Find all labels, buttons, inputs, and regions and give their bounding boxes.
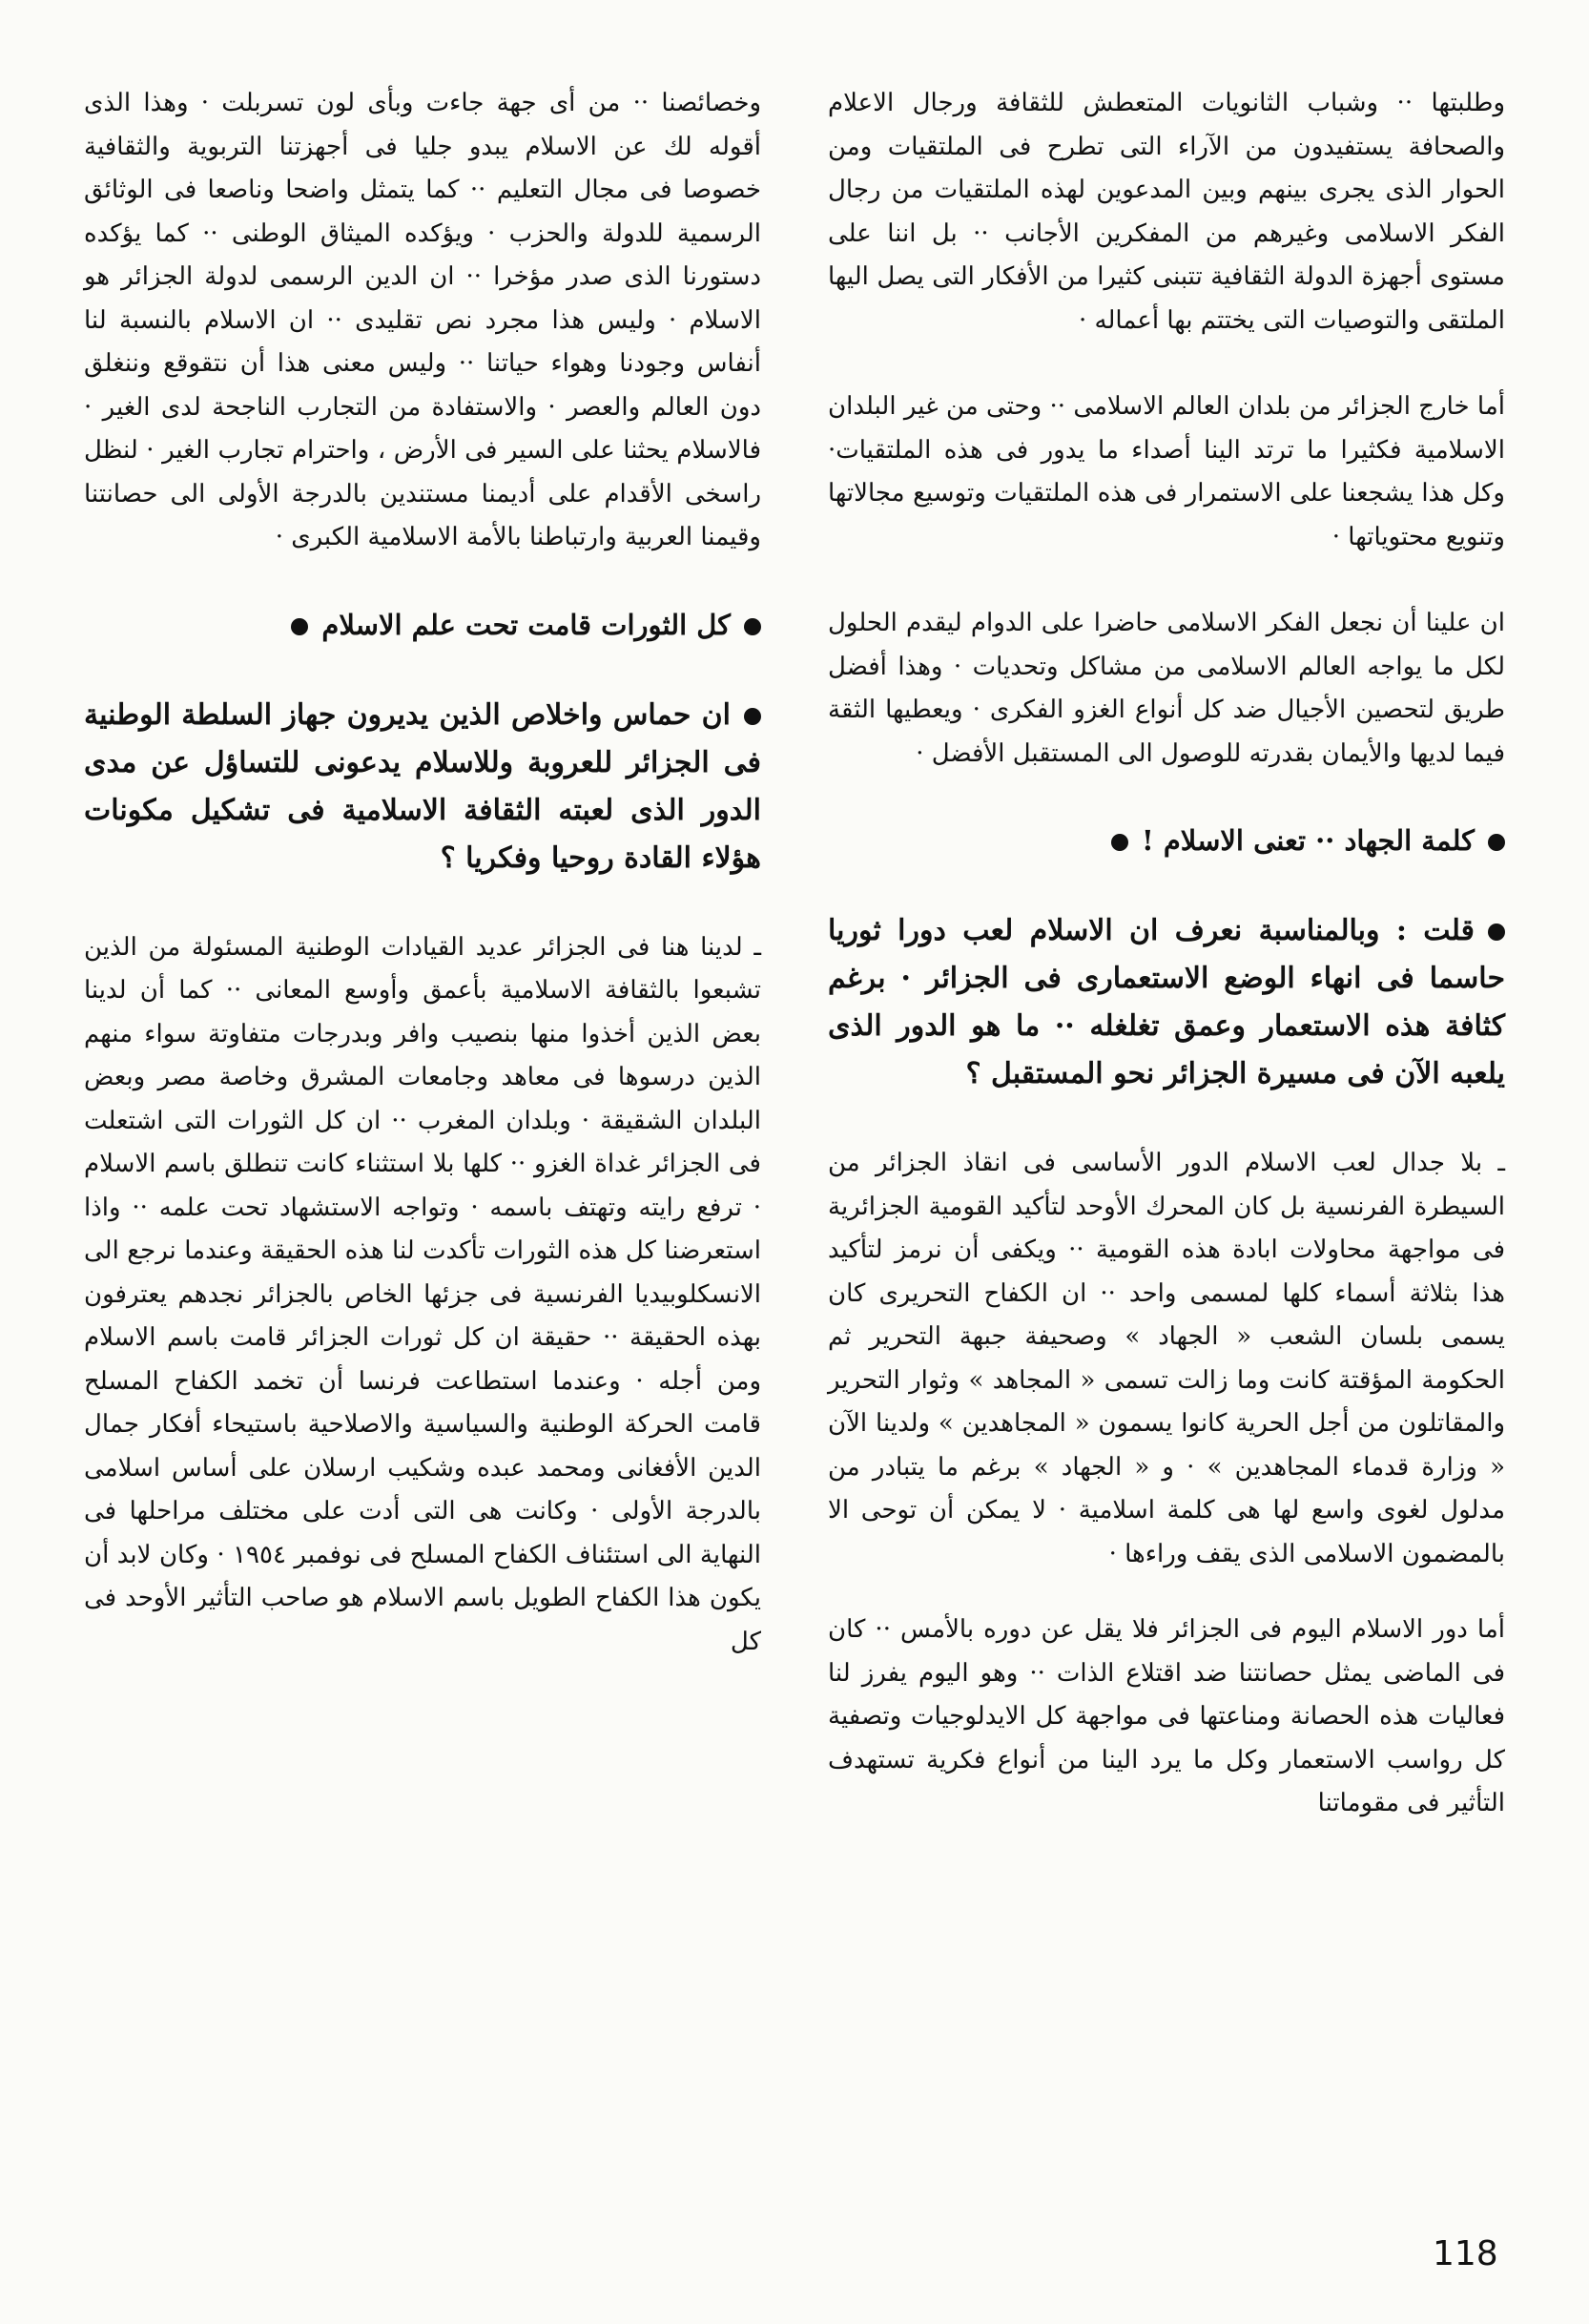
left-paragraph-2: ـ لدينا هنا فى الجزائر عديد القيادات الوطنية المسئولة من الذين تشبعوا بالثقافة الاسلامية بأعمق وأوسع المعانى ·· كما أن لدينا بعض الذين أخذوا منها بنصيب وافر وبدرجات متفاوتة سواء منهم الذين درسوها فى معاهد وجامعات المشرق وخاصة مصر وبعض البلدان الشقيقة · وبلدان المغرب ·· ان كل الثورات التى اشتعلت فى الجزائر غداة الغزو ·· كلها بلا استثناء كانت تنطلق باسم الاسلام · ترفع رايته وتهتف باسمه · وتواجه الاستشهاد تحت علمه ·· واذا استعرضنا كل هذه الثورات تأكدت لنا هذه الحقيقة وعندما نرجع الى الانسكلوبيديا الفرنسية فى جزئها الخاص بالجزائر نجدهم يعترفون بهذه الحقيقة ·· حقيقة ان كل ثورات الجزائر قامت باسم الاسلام ومن أجله · وعندما استطاعت فرنسا أن تخمد الكفاح المسلح قامت الحركة الوطنية والسياسية والاصلاحية باستيحاء أفكار جمال الدين الأفغانى ومحمد عبده وشكيب ارسلان على أساس اسلامى بالدرجة الأولى · وكانت هى التى أدت على مختلف مراحلها فى النهاية الى استئناف الكفاح المسلح فى نوفمبر ١٩٥٤ · وكان لابد أن يكون هذا الكفاح الطويل باسم الاسلام هو صاحب التأثير الأوحد فى كل: [84, 932, 761, 1656]
right-column: [828, 82, 1505, 1869]
bullet-icon: [1111, 834, 1128, 851]
interview-question-right-text: قلت : وبالمناسبة نعرف ان الاسلام لعب دورا ثوريا حاسما فى انهاء الوضع الاستعمارى فى الجزائر · برغم كثافة هذه الاستعمار وعمق تغلغله ·· ما هو الدور الذى يلعبه الآن فى مسيرة الجزائر نحو المستقبل ؟: [828, 914, 1505, 1090]
interview-question-right: [828, 907, 1505, 1098]
right-paragraph-2: أما خارج الجزائر من بلدان العالم الاسلامى ·· وحتى من غير البلدان الاسلامية فكثيرا ما ترتد الينا أصداء ما يدور فى هذه الملتقيات· وكل هذا يشجعنا على الاستمرار فى هذه الملتقيات وتوسيع مجالاتها وتنويع محتوياتها ·: [828, 392, 1505, 551]
left-paragraph-1: وخصائصنا ·· من أى جهة جاءت وبأى لون تسربلت · وهذا الذى أقوله لك عن الاسلام يبدو جليا فى أجهزتنا التربوية والثقافية خصوصا فى مجال التعليم ·· كما يتمثل واضحا وناصعا فى الوثائق الرسمية للدولة والحزب · ويؤكده الميثاق الوطنى ·· كما يؤكده دستورنا الذى صدر مؤخرا ·· ان الدين الرسمى لدولة الجزائر هو الاسلام · وليس هذا مجرد نص تقليدى ·· ان الاسلام بالنسبة لنا أنفاس وجودنا وهواء حياتنا ·· وليس معنى هذا أن نتقوقع وننغلق دون العالم والعصر · والاستفادة من التجارب الناجحة لدى الغير · فالاسلام يحثنا على السير فى الأرض ، واحترام تجارب الغير · لنظل راسخى الأقدام على أديمنا مستندين بالدرجة الأولى الى حصانتنا وقيمنا العربية وارتباطنا بالأمة الاسلامية الكبرى ·: [84, 89, 761, 551]
right-paragraph-4: ـ بلا جدال لعب الاسلام الدور الأساسى فى انقاذ الجزائر من السيطرة الفرنسية بل كان المحرك الأوحد لتأكيد القومية الجزائرية فى مواجهة محاولات ابادة هذه القومية ·· ويكفى أن نرمز لتأكيد هذا بثلاثة أسماء كلها لمسمى واحد ·· ان الكفاح التحريرى كان يسمى بلسان الشعب « الجهاد » وصحيفة جبهة التحرير ثم الحكومة المؤقتة كانت وما زالت تسمى « المجاهد » وثوار التحرير والمقاتلون من أجل الحرية كانوا يسمون « المجاهدين » ولدينا الآن « وزارة قدماء المجاهدين » · و « الجهاد » برغم ما يتبادر من مدلول لغوى واسع لها هى كلمة اسلامية · لا يمكن أن توحى الا بالمضمون الاسلامى الذى يقف وراءها ·: [828, 1149, 1505, 1568]
right-paragraph-1: وطلبتها ·· وشباب الثانويات المتعطش للثقافة ورجال الاعلام والصحافة يستفيدون من الآراء التى تطرح فى الملتقيات ومن الحوار الذى يجرى بينهم وبين المدعوين لهذه الملتقيات من رجال الفكر الاسلامى وغيرهم من المفكرين الأجانب ·· بل اننا على مستوى أجهزة الدولة الثقافية تتبنى كثيرا من الأفكار التى يصل اليها الملتقى والتوصيات التى يختتم بها أعماله ·: [828, 89, 1505, 335]
section-heading-jihad: [828, 819, 1505, 863]
section-heading-revolutions-text: كل الثورات قامت تحت علم الاسلام: [321, 608, 731, 641]
interview-question-left: [84, 692, 761, 882]
bullet-icon: [1488, 834, 1505, 851]
bullet-icon: [291, 618, 308, 635]
section-heading-jihad-text: كلمة الجهاد ·· تعنى الاسلام !: [1142, 824, 1475, 857]
interview-question-left-text: ان حماس واخلاص الذين يديرون جهاز السلطة الوطنية فى الجزائر للعروبة وللاسلام يدعونى للتساؤل عن مدى الدور الذى لعبته الثقافة الاسلامية فى تشكيل مكونات هؤلاء القادة روحيا وفكريا ؟: [84, 697, 761, 875]
bullet-icon: [744, 708, 761, 725]
right-paragraph-5: أما دور الاسلام اليوم فى الجزائر فلا يقل عن دوره بالأمس ·· كان فى الماضى يمثل حصانتنا ضد اقتلاع الذات ·· وهو اليوم يفرز لنا فعاليات هذه الحصانة ومناعتها فى مواجهة كل الايدلوجيات وتصفية كل رواسب الاستعمار وكل ما يرد الينا من أنواع فكرية تستهدف التأثير فى مقوماتنا: [828, 1615, 1505, 1817]
left-column: [84, 82, 761, 1707]
page-number: 118: [1433, 2234, 1498, 2273]
right-paragraph-3: ان علينا أن نجعل الفكر الاسلامى حاضرا على الدوام ليقدم الحلول لكل ما يواجه العالم الاسلامى من مشاكل وتحديات · وهذا أفضل طريق لتحصين الأجيال ضد كل أنواع الغزو الفكرى · ويعطيها الثقة فيما لديها والأيمان بقدرته للوصول الى المستقبل الأفضل ·: [828, 609, 1505, 768]
bullet-icon: [1488, 923, 1505, 941]
section-heading-revolutions: [84, 603, 761, 648]
bullet-icon: [744, 618, 761, 635]
